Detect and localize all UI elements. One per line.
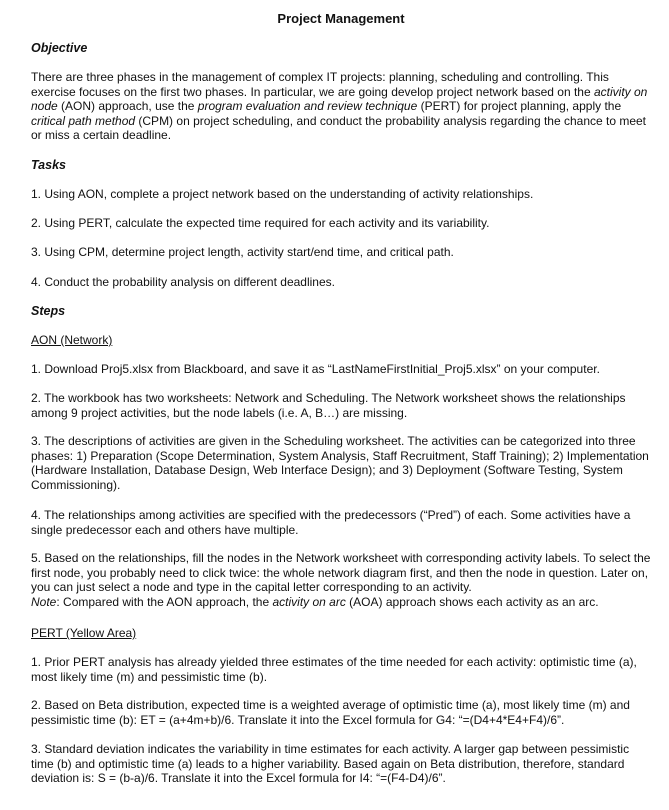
aon-step-3: 3. The descriptions of activities are given in the Scheduling worksheet. The activities can be categorized into three phases: 1) Preparation (Scope Determination, System Analysis, Staff Recruitment, Staff Training); 2) Implementation (Hardware Installation, Database Design, Web Interface Design); and 3) Deployment (Software Testing, System Commissioning). <box>31 434 649 492</box>
task-item: 3. Using CPM, determine project length, activity start/end time, and critical path. <box>31 245 454 259</box>
pert-step-2: 2. Based on Beta distribution, expected time is a weighted average of optimistic time (a), most likely time (m) and pessimistic time (b): ET = (a+4m+b)/6. Translate it into the Excel formula for G4: “=(D4+4*E4+F4)/6”. <box>31 698 630 727</box>
term-aoa: activity on arc <box>272 594 346 609</box>
note-text-2: (AOA) approach shows each activity as an arc. <box>345 594 599 609</box>
note-text-1: : Compared with the AON approach, the <box>56 594 273 609</box>
term-aon: activity on node <box>31 84 648 113</box>
aon-step-2: 2. The workbook has two worksheets: Network and Scheduling. The Network worksheet shows the relationships among 9 project activities, but the node labels (i.e. A, B…) are missing. <box>31 391 626 420</box>
objective-text-3: (PERT) for project planning, apply the <box>417 99 622 113</box>
objective-text-2: (AON) approach, use the <box>57 99 198 113</box>
page-title: Project Management <box>277 11 405 26</box>
aon-step-4: 4. The relationships among activities are specified with the predecessors (“Pred”) of each. Some activities have a single predecessor each and others have multiple. <box>31 508 631 537</box>
steps-heading: Steps <box>31 304 66 318</box>
task-item: 4. Conduct the probability analysis on different deadlines. <box>31 275 335 289</box>
pert-section-heading: PERT (Yellow Area) <box>31 626 137 640</box>
task-item: 2. Using PERT, calculate the expected time required for each activity and its variability. <box>31 216 490 230</box>
objective-text-1: There are three phases in the management of complex IT projects: planning, scheduling and controlling. This exercise focuses on the first two phases. In particular, we are going develop project network based on the <box>31 70 609 99</box>
objective-paragraph <box>31 70 651 143</box>
pert-step-1: 1. Prior PERT analysis has already yielded three estimates of the time needed for each activity: optimistic time (a), most likely time (m) and pessimistic time (b). <box>31 655 637 684</box>
objective-text-4: (CPM) on project scheduling, and conduct the probability analysis regarding the chance to meet or miss a certain deadline. <box>31 113 647 142</box>
objective-heading: Objective <box>31 41 88 55</box>
aon-section-heading: AON (Network) <box>31 333 113 347</box>
aon-step-5-text: 5. Based on the relationships, fill the nodes in the Network worksheet with corresponding activity labels. To select the first node, you probably need to click twice: the whole network diagram first, and then the node in question. Later on, you can just select a node and type in the capital letter corresponding to an activity. <box>31 551 651 594</box>
note-label: Note <box>31 594 57 609</box>
tasks-heading: Tasks <box>31 158 66 172</box>
pert-step-3: 3. Standard deviation indicates the variability in time estimates for each activity. A larger gap between pessimistic time (b) and optimistic time (a) leads to a higher variability. Based again on Beta distribution, therefore, standard deviation is: S = (b-a)/6. Translate it into the Excel formula for I4: “=(F4-D4)/6”. <box>31 742 630 785</box>
aon-step-1: 1. Download Proj5.xlsx from Blackboard, and save it as “LastNameFirstInitial_Proj5.xlsx” on your computer. <box>31 362 600 376</box>
term-cpm: critical path method <box>31 113 136 128</box>
task-item: 1. Using AON, complete a project network based on the understanding of activity relationships. <box>31 187 534 201</box>
term-pert: program evaluation and review technique <box>197 99 418 113</box>
aon-step-5 <box>31 551 651 609</box>
